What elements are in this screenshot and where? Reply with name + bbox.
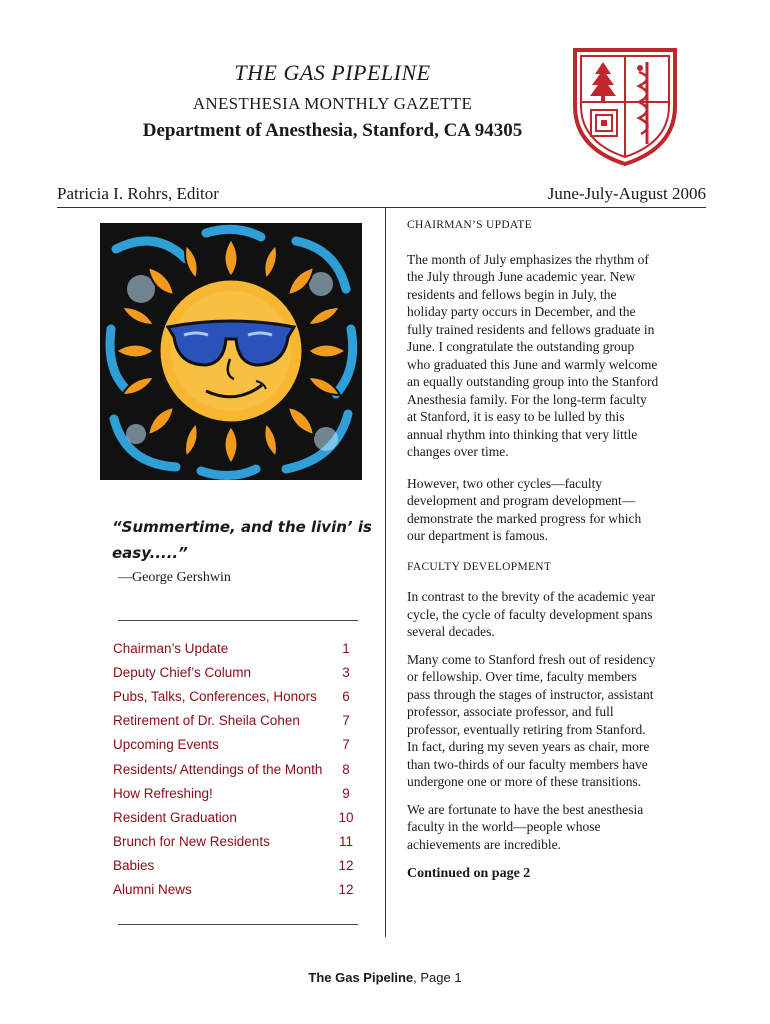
toc-entry-title: Alumni News [113, 882, 192, 898]
toc-entry-title: Babies [113, 858, 155, 874]
toc-entry-title: How Refreshing! [113, 785, 213, 801]
toc-entry[interactable] [113, 781, 358, 805]
footer-page-number: , Page 1 [413, 970, 462, 985]
faculty-development-paragraph-3: We are fortunate to have the best anesthesia faculty in the world—people whose achievements are incredible. [407, 801, 644, 852]
sun-with-sunglasses-art [96, 219, 366, 484]
table-of-contents [113, 636, 358, 902]
chairman-update-heading: CHAIRMAN’S UPDATE [407, 219, 532, 231]
toc-entry-page: 8 [342, 761, 350, 777]
editor-line: Patricia I. Rohrs, Editor [57, 184, 219, 203]
toc-entry-title: Retirement of Dr. Sheila Cohen [113, 713, 300, 729]
toc-entry-page: 12 [338, 882, 354, 898]
newsletter-title: THE GAS PIPELINE [234, 60, 431, 85]
quote-attribution: —George Gershwin [118, 570, 231, 585]
toc-entry[interactable] [113, 636, 358, 660]
toc-entry-page: 1 [342, 640, 350, 656]
page-footer [0, 970, 770, 985]
toc-entry-page: 3 [342, 664, 350, 680]
newsletter-subtitle: ANESTHESIA MONTHLY GAZETTE [192, 94, 473, 113]
toc-entry-page: 7 [342, 737, 350, 753]
toc-entry-title: Residents/ Attendings of the Month [113, 761, 323, 777]
toc-entry-page: 7 [342, 713, 350, 729]
toc-entry-title: Deputy Chief’s Column [113, 664, 252, 680]
continued-link[interactable]: Continued on page 2 [407, 866, 531, 881]
toc-entry-page: 11 [338, 834, 353, 850]
toc-entry-title: Upcoming Events [113, 737, 219, 753]
toc-bottom-rule [118, 924, 358, 925]
toc-entry[interactable] [113, 660, 358, 684]
toc-entry[interactable] [113, 733, 358, 757]
toc-entry-title: Chairman’s Update [113, 640, 229, 656]
toc-entry-page: 9 [342, 785, 350, 801]
faculty-development-paragraph-1: In contrast to the brevity of the academic year cycle, the cycle of faculty development spans several decades. [407, 589, 656, 639]
faculty-development-paragraph-2: Many come to Stanford fresh out of residency or fellowship. Over time, faculty members pass through the stages of instructor, assistant professor, associate professor, and full professor, eventually retiring from Stanford. In fact, during my seven years as chair, more than two-thirds of our faculty members have undergone one or more of these transitions. [407, 651, 656, 789]
toc-top-rule [118, 620, 358, 621]
toc-entry-title: Resident Graduation [113, 809, 237, 825]
toc-entry[interactable] [113, 757, 358, 781]
toc-entry-title: Pubs, Talks, Conferences, Honors [113, 688, 317, 704]
faculty-development-heading: FACULTY DEVELOPMENT [407, 560, 552, 573]
toc-entry-page: 6 [342, 688, 350, 704]
department-line: Department of Anesthesia, Stanford, CA 94305 [142, 120, 523, 141]
masthead [0, 60, 665, 142]
issue-date: June-July-August 2006 [547, 184, 706, 203]
toc-entry-page: 10 [338, 809, 354, 825]
quote-text: “Summertime, and the livin’ is easy.....” [112, 518, 372, 562]
toc-entry[interactable] [113, 805, 358, 829]
header-divider [57, 207, 706, 208]
toc-entry[interactable] [113, 830, 358, 854]
toc-entry-title: Brunch for New Residents [113, 834, 270, 850]
toc-entry-page: 12 [338, 858, 354, 874]
chairman-update-paragraph-2: However, two other cycles—faculty development and program development—demonstrate the marked progress for which our department is famous. [407, 475, 642, 543]
toc-entry[interactable] [113, 684, 358, 708]
toc-entry[interactable] [113, 854, 358, 878]
toc-entry[interactable] [113, 709, 358, 733]
chairman-update-paragraph-1: The month of July emphasizes the rhythm of the July through June academic year. New residents and fellows begin in July, the holiday party occurs in December, and the fully trained residents and fellows graduate in June. I congratulate the outstanding group who graduated this June and warmly welcome an equally outstanding group into the Stanford Anesthesia family. For the long-term faculty at Stanford, it is easy to be lulled by this annual rhythm into thinking that very little changes over time. [407, 251, 659, 459]
footer-publication: The Gas Pipeline [308, 970, 414, 985]
column-divider [385, 207, 386, 937]
article-column [407, 217, 659, 883]
stanford-shield-icon [569, 44, 681, 168]
toc-entry[interactable] [113, 878, 358, 902]
